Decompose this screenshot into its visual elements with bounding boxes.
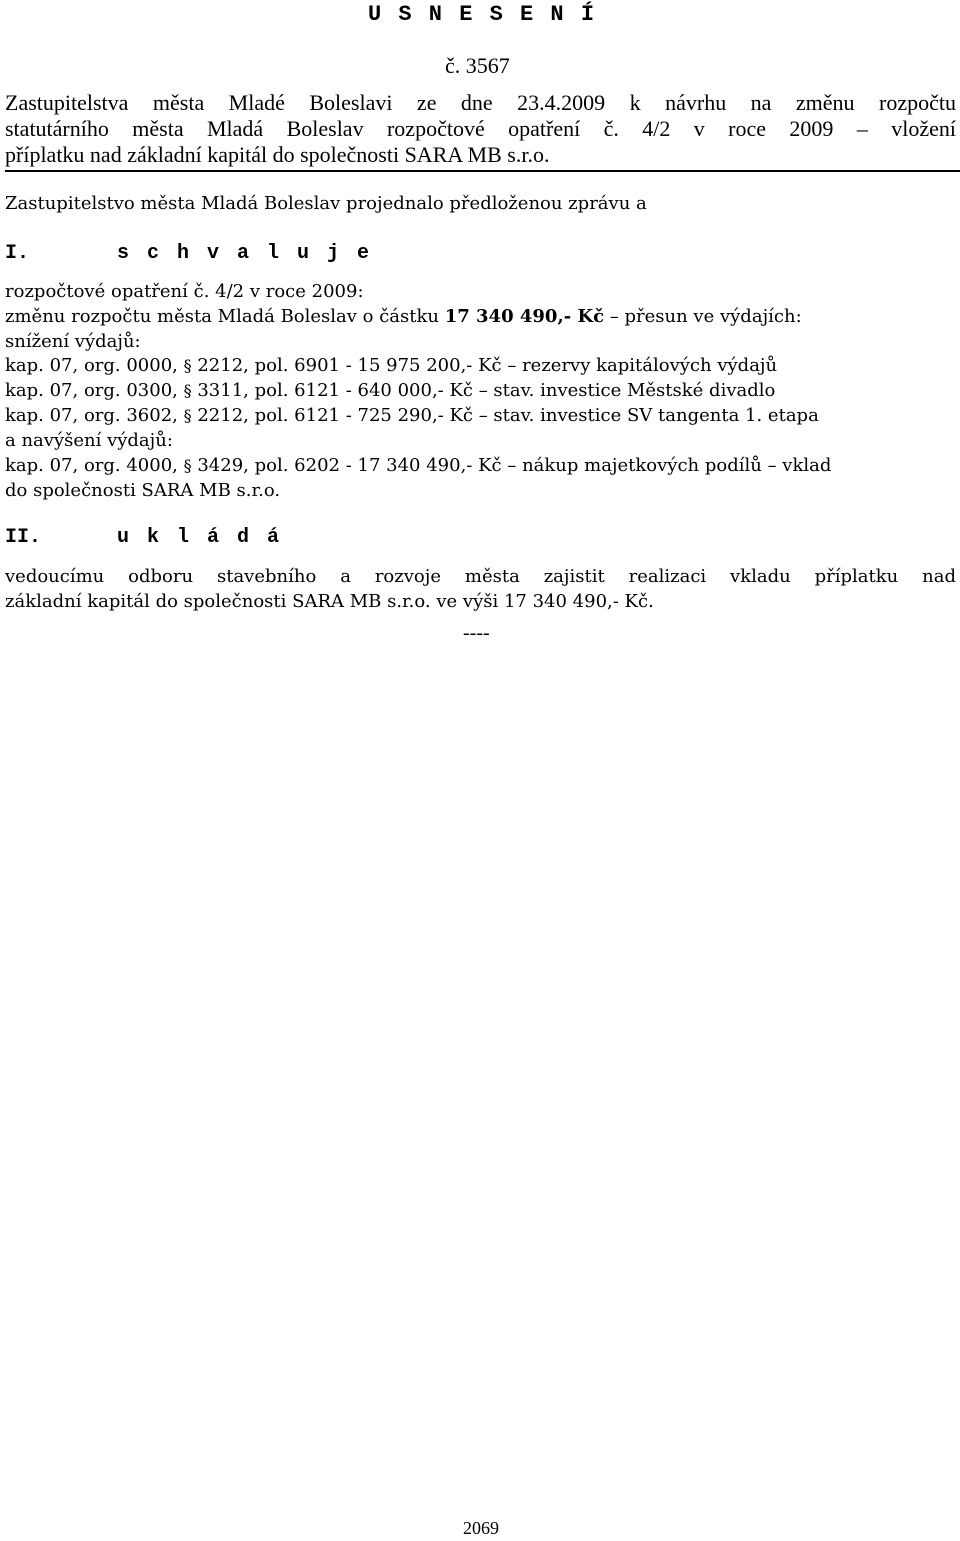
end-mark: ---- [463, 622, 490, 644]
section-sign-icon: § [183, 456, 192, 475]
decrease-row-1 [5, 353, 777, 378]
header-line-3: příplatku nad základní kapitál do společnosti SARA MB s.r.o. [5, 142, 550, 167]
budget-measure-line: rozpočtové opatření č. 4/2 v roce 2009: [5, 281, 364, 302]
section-1-roman: I. [5, 242, 30, 265]
increase-row [5, 453, 831, 478]
section-1-heading [5, 242, 372, 265]
decrease-row-3-detail: 2212, pol. 6121 - 725 290,- Kč – stav. investice SV tangenta 1. etapa [197, 405, 819, 426]
section-sign-icon: § [183, 406, 192, 425]
section-sign-icon: § [183, 381, 192, 400]
decrease-row-3 [5, 403, 819, 428]
decrease-row-2-detail: 3311, pol. 6121 - 640 000,- Kč – stav. investice Městské divadlo [197, 380, 776, 401]
resolution-header [5, 90, 956, 168]
decrease-row-1-detail: 2212, pol. 6901 - 15 975 200,- Kč – rezervy kapitálových výdajů [197, 355, 778, 376]
header-line-1: Zastupitelstva města Mladé Boleslavi ze dne 23.4.2009 k návrhu na změnu rozpočtu [5, 90, 956, 115]
task-text-line-1: vedoucímu odboru stavebního a rozvoje města zajistit realizaci vkladu příplatku nad [5, 566, 956, 587]
section-sign-icon: § [183, 356, 192, 375]
budget-change-text: změnu rozpočtu města Mladá Boleslav o částku [5, 306, 445, 327]
decrease-row-1-chapter: kap. 07, org. 0000, [5, 355, 184, 376]
decrease-label: snížení výdajů: [5, 331, 141, 352]
section-2-verb: u k l á d á [117, 526, 283, 549]
document-title: U S N E S E N Í [368, 2, 597, 27]
section-1-verb: s c h v a l u j e [117, 242, 373, 265]
increase-row-continuation: do společnosti SARA MB s.r.o. [5, 480, 281, 501]
increase-row-detail: 3429, pol. 6202 - 17 340 490,- Kč – nákup majetkových podílů – vklad [197, 455, 832, 476]
page-number: 2069 [463, 1518, 499, 1538]
decrease-row-3-chapter: kap. 07, org. 3602, [5, 405, 184, 426]
budget-change-amount: 17 340 490,- Kč [444, 306, 605, 327]
increase-row-chapter: kap. 07, org. 4000, [5, 455, 184, 476]
intro-text: Zastupitelstvo města Mladá Boleslav projednalo předloženou zprávu a [5, 193, 647, 214]
task-text-line-2: základní kapitál do společnosti SARA MB s.r.o. ve výši 17 340 490,- Kč. [5, 591, 654, 612]
section-2-roman: II. [5, 526, 42, 549]
decrease-row-2 [5, 378, 775, 403]
header-divider [5, 170, 960, 172]
increase-label: a navýšení výdajů: [5, 430, 173, 451]
resolution-number: č. 3567 [445, 53, 510, 78]
decrease-row-2-chapter: kap. 07, org. 0300, [5, 380, 184, 401]
section-2-heading [5, 526, 282, 549]
budget-change-line [5, 304, 802, 329]
budget-change-transfer: – přesun ve výdajích: [604, 306, 802, 327]
header-line-2: statutárního města Mladá Boleslav rozpočtové opatření č. 4/2 v roce 2009 – vložení [5, 116, 956, 141]
